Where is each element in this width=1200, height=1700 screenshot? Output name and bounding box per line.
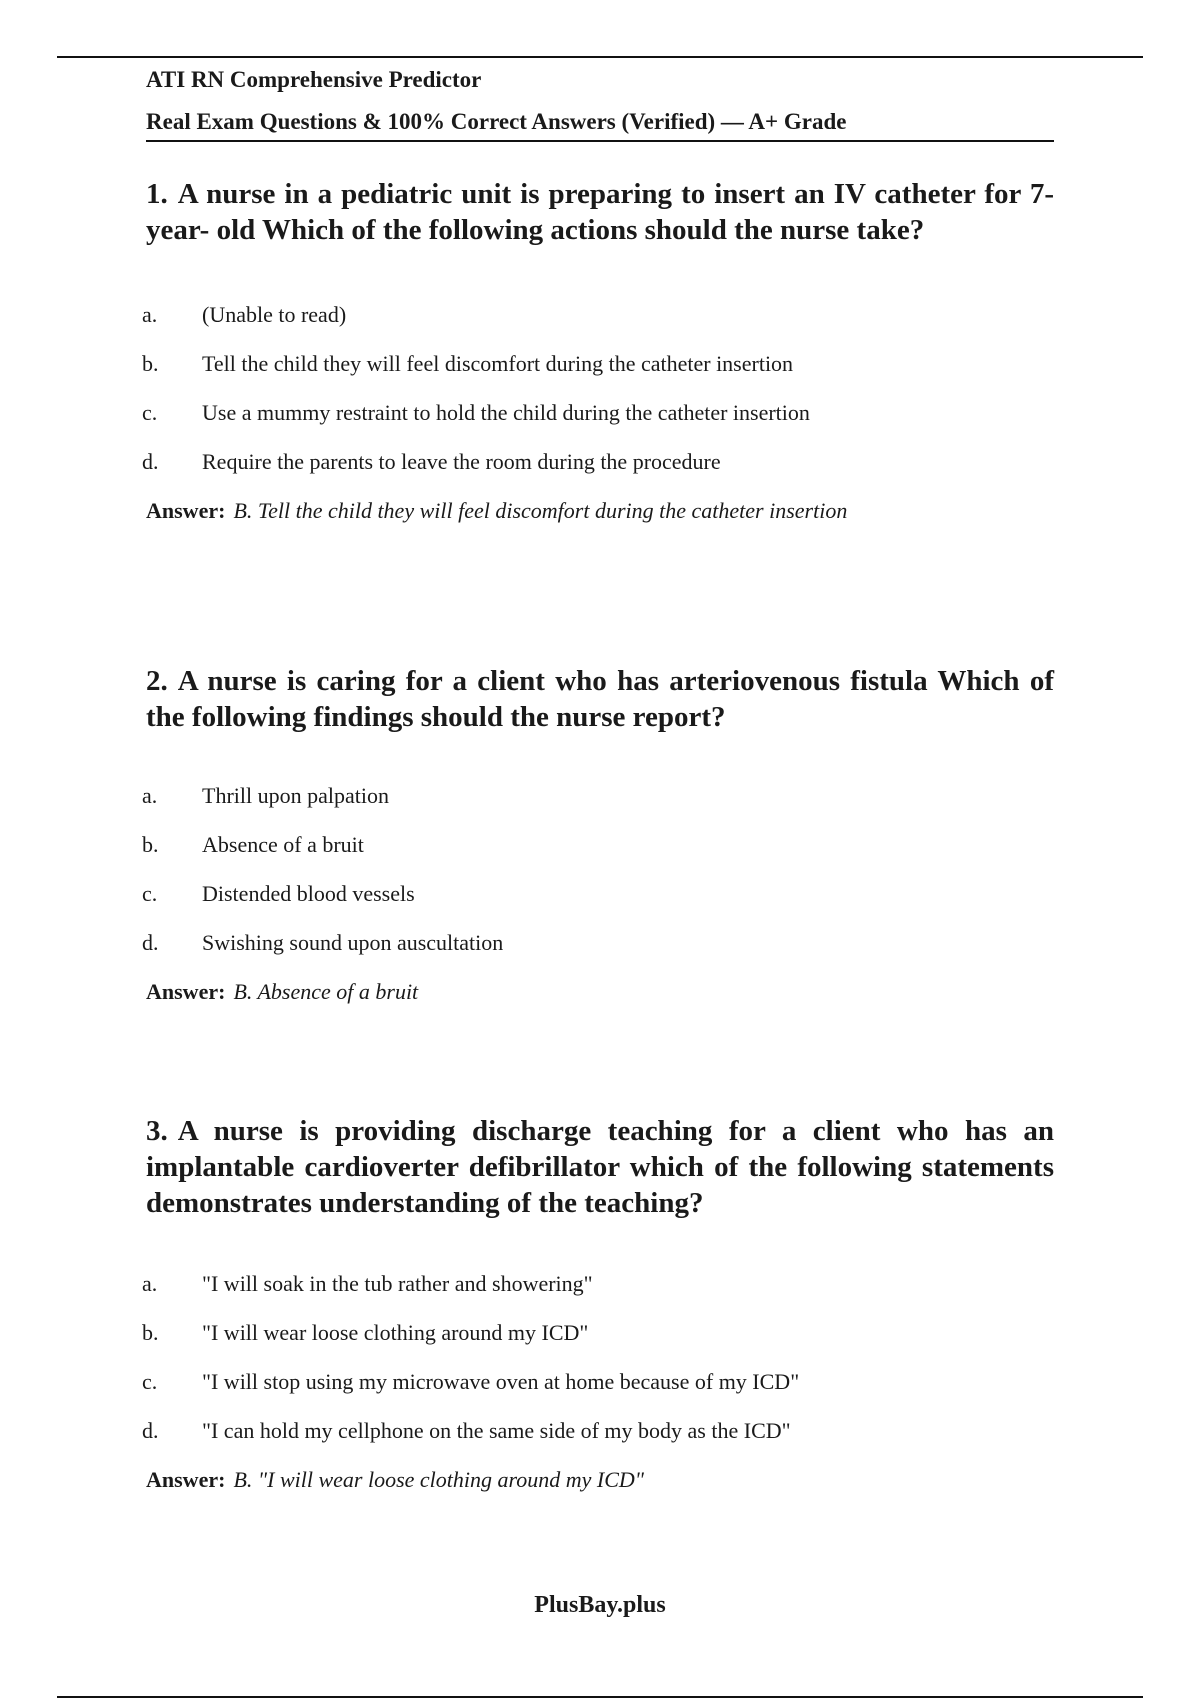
option-list <box>142 1269 1054 1446</box>
option-text: Swishing sound upon auscultation <box>202 930 504 955</box>
question-body: A nurse is caring for a client who has arteriovenous fistula Which of the following findings should the nurse report? <box>146 665 1054 733</box>
option-letter: a. <box>142 1271 158 1296</box>
option-c <box>142 398 1054 428</box>
option-a <box>142 1269 1054 1299</box>
question-text <box>146 663 1054 735</box>
option-b <box>142 349 1054 379</box>
option-text: Use a mummy restraint to hold the child during the catheter insertion <box>202 400 810 425</box>
question-number: 1. <box>146 178 168 210</box>
option-letter: d. <box>142 449 159 474</box>
option-d <box>142 1416 1054 1446</box>
top-rule <box>57 56 1143 58</box>
option-text: "I can hold my cellphone on the same side of my body as the ICD" <box>202 1418 791 1443</box>
option-text: Tell the child they will feel discomfort during the catheter insertion <box>202 351 794 376</box>
option-d <box>142 447 1054 477</box>
question-text <box>146 176 1054 248</box>
option-text: "I will soak in the tub rather and showering" <box>202 1271 593 1296</box>
answer <box>146 977 1054 1007</box>
option-b <box>142 1318 1054 1348</box>
bottom-rule <box>57 1696 1143 1698</box>
option-letter: d. <box>142 930 159 955</box>
answer-text: B. Absence of a bruit <box>233 979 419 1004</box>
option-d <box>142 928 1054 958</box>
answer-text: B. "I will wear loose clothing around my ICD" <box>233 1467 645 1492</box>
option-letter: a. <box>142 302 158 327</box>
page-footer: PlusBay.plus <box>534 1592 666 1618</box>
option-a <box>142 781 1054 811</box>
question-1 <box>142 176 1054 526</box>
answer-label: Answer: <box>146 979 226 1004</box>
option-list <box>142 300 1054 477</box>
option-letter: d. <box>142 1418 159 1443</box>
question-body: A nurse in a pediatric unit is preparing to insert an IV catheter for 7-year- old Which of the following actions should the nurse take? <box>146 178 1054 246</box>
option-letter: c. <box>142 1369 158 1394</box>
option-c <box>142 879 1054 909</box>
document-title: ATI RN Comprehensive Predictor <box>146 67 482 92</box>
option-list <box>142 781 1054 958</box>
answer <box>146 496 1054 526</box>
page-header <box>146 64 1054 142</box>
option-b <box>142 830 1054 860</box>
option-letter: b. <box>142 832 159 857</box>
question-3 <box>142 1113 1054 1495</box>
question-number: 2. <box>146 665 168 697</box>
option-a <box>142 300 1054 330</box>
answer-label: Answer: <box>146 498 226 523</box>
option-text: "I will wear loose clothing around my ICD" <box>202 1320 589 1345</box>
answer-text: B. Tell the child they will feel discomfort during the catheter insertion <box>233 498 848 523</box>
option-letter: c. <box>142 881 158 906</box>
answer <box>146 1465 1054 1495</box>
option-text: Require the parents to leave the room during the procedure <box>202 449 721 474</box>
option-letter: b. <box>142 351 159 376</box>
answer-label: Answer: <box>146 1467 226 1492</box>
option-text: Absence of a bruit <box>202 832 364 857</box>
option-letter: b. <box>142 1320 159 1345</box>
option-text: "I will stop using my microwave oven at home because of my ICD" <box>202 1369 800 1394</box>
option-letter: a. <box>142 783 158 808</box>
option-text: Distended blood vessels <box>202 881 415 906</box>
question-number: 3. <box>146 1115 168 1147</box>
document-subtitle: Real Exam Questions & 100% Correct Answers (Verified) — A+ Grade <box>146 106 1054 142</box>
question-text <box>146 1113 1054 1221</box>
option-c <box>142 1367 1054 1397</box>
option-text: Thrill upon palpation <box>202 783 389 808</box>
option-text: (Unable to read) <box>202 302 347 327</box>
option-letter: c. <box>142 400 158 425</box>
question-2 <box>142 663 1054 1007</box>
question-body: A nurse is providing discharge teaching for a client who has an implantable cardioverter defibrillator which of the following statements demonstrates understanding of the teaching? <box>146 1115 1054 1219</box>
